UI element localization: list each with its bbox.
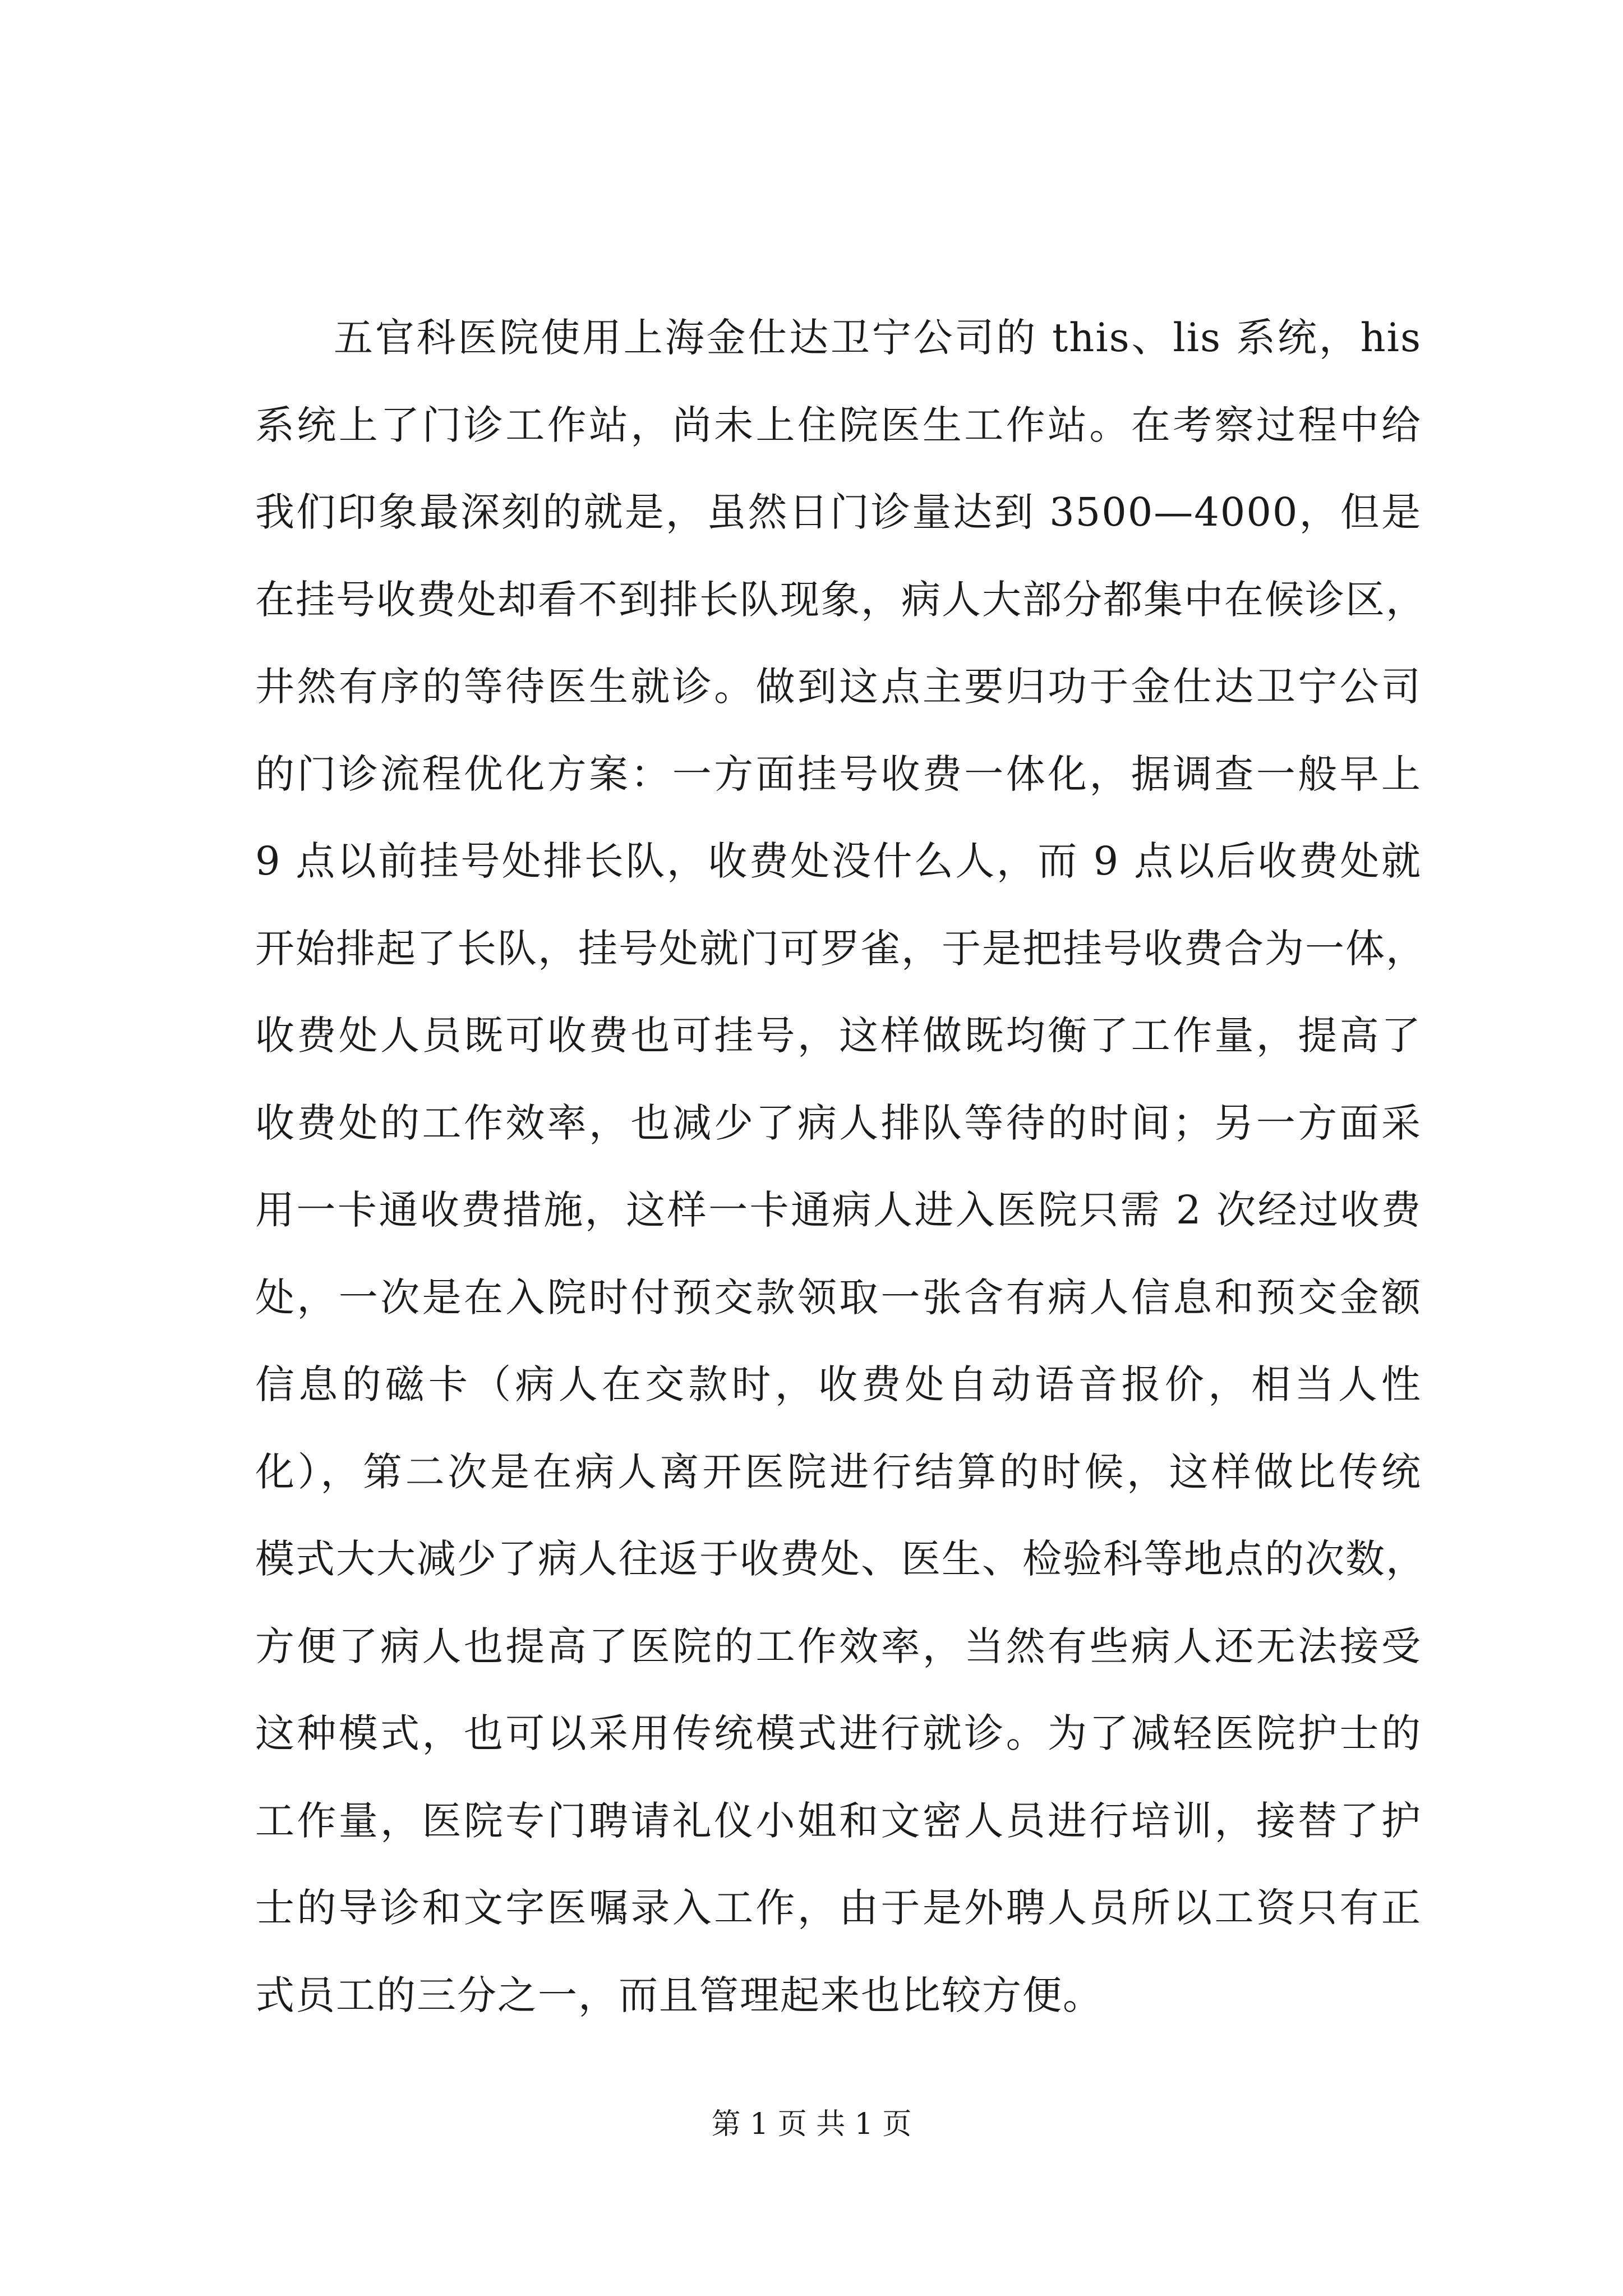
paragraph-line: 化），第二次是在病人离开医院进行结算的时候，这样做比传统 [255, 1448, 1422, 1495]
page-footer [0, 2105, 1623, 2144]
body-paragraph [255, 295, 1426, 2039]
paragraph-line: 士的导诊和文字医嘱录入工作，由于是外聘人员所以工资只有正 [255, 1885, 1422, 1931]
paragraph-line: 五官科医院使用上海金仕达卫宁公司的 this、lis 系统，his [334, 315, 1422, 361]
paragraph-line: 在挂号收费处却看不到排长队现象，病人大部分都集中在候诊区， [255, 576, 1426, 623]
paragraph-line: 收费处的工作效率，也减少了病人排队等待的时间；另一方面采 [255, 1099, 1422, 1146]
paragraph-line: 我们印象最深刻的就是，虽然日门诊量达到 3500—4000，但是 [255, 489, 1422, 535]
page-number-label: 第 1 页 共 1 页 [711, 2108, 912, 2141]
paragraph-line: 收费处人员既可收费也可挂号，这样做既均衡了工作量，提高了 [255, 1013, 1422, 1059]
paragraph-line: 开始排起了长队，挂号处就门可罗雀，于是把挂号收费合为一体， [255, 925, 1426, 972]
paragraph-line: 系统上了门诊工作站，尚未上住院医生工作站。在考察过程中给 [255, 402, 1422, 448]
paragraph-line: 方便了病人也提高了医院的工作效率，当然有些病人还无法接受 [255, 1623, 1422, 1669]
paragraph-line: 井然有序的等待医生就诊。做到这点主要归功于金仕达卫宁公司 [255, 664, 1422, 710]
paragraph-line: 这种模式，也可以采用传统模式进行就诊。为了减轻医院护士的 [255, 1710, 1422, 1756]
paragraph-line: 9 点以前挂号处排长队，收费处没什么人，而 9 点以后收费处就 [255, 838, 1422, 884]
paragraph-line: 模式大大减少了病人往返于收费处、医生、检验科等地点的次数， [255, 1536, 1426, 1582]
paragraph-line: 的门诊流程优化方案：一方面挂号收费一体化，据调查一般早上 [255, 751, 1422, 797]
paragraph-line: 用一卡通收费措施，这样一卡通病人进入医院只需 2 次经过收费 [255, 1187, 1422, 1233]
paragraph-line: 工作量，医院专门聘请礼仪小姐和文密人员进行培训，接替了护 [255, 1797, 1422, 1844]
paragraph-line: 处，一次是在入院时付预交款领取一张含有病人信息和预交金额 [255, 1274, 1422, 1320]
paragraph-line: 信息的磁卡（病人在交款时，收费处自动语音报价，相当人性 [255, 1361, 1422, 1407]
paragraph-line-last: 式员工的三分之一，而且管理起来也比较方便。 [255, 1972, 1103, 2018]
